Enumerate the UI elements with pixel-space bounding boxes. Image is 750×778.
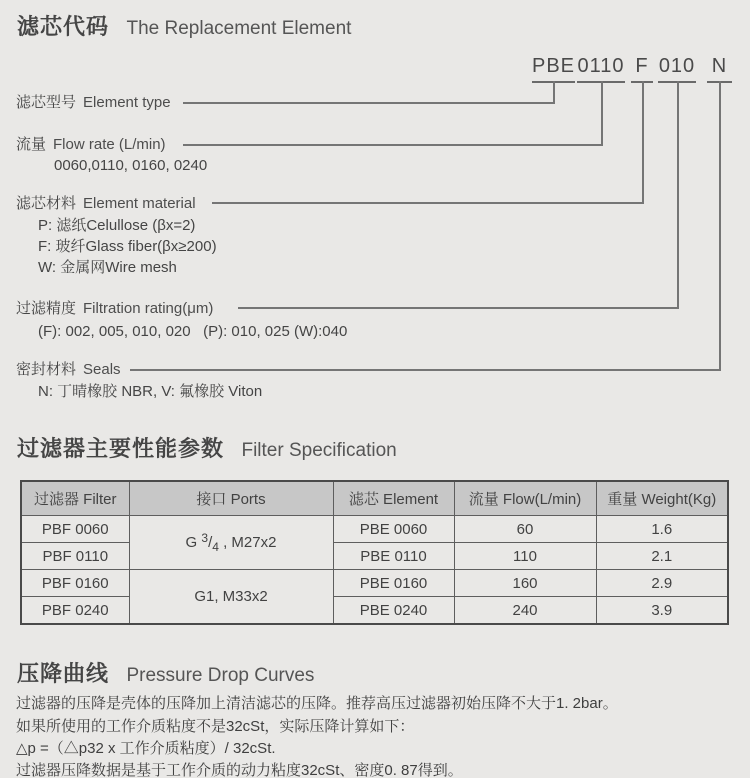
weight-cell: 1.6 bbox=[596, 516, 728, 543]
label-flow-rate-en: Flow rate (L/min) bbox=[53, 136, 166, 153]
connector-line-model bbox=[553, 81, 555, 104]
element-cell: PBE 0160 bbox=[333, 570, 454, 597]
filtration-rating-values: (F): 002, 005, 010, 020 (P): 010, 025 (W):040 bbox=[38, 323, 348, 340]
ports-g34-post: , M27x2 bbox=[218, 534, 277, 551]
code-segment-material: F bbox=[631, 55, 653, 83]
element-cell: PBE 0110 bbox=[333, 543, 454, 570]
element-cell: PBE 0240 bbox=[333, 597, 454, 625]
flow-cell: 60 bbox=[454, 516, 596, 543]
ports-cell-g34 bbox=[129, 516, 333, 570]
flow-cell: 160 bbox=[454, 570, 596, 597]
label-filtration-rating-zh: 过滤精度 bbox=[16, 300, 77, 317]
leader-line-model bbox=[183, 102, 555, 104]
filter-spec-table bbox=[20, 480, 729, 625]
leader-line-rating bbox=[238, 307, 679, 309]
ports-g34-sup: 3 bbox=[201, 531, 209, 545]
connector-line-seal bbox=[719, 81, 721, 371]
weight-cell: 2.1 bbox=[596, 543, 728, 570]
label-filtration-rating bbox=[16, 300, 218, 318]
pressure-note-line-4: 过滤器压降数据是基于工作介质的动力粘度32cSt、密度0. 87得到。 bbox=[16, 762, 463, 778]
heading-en: The Replacement Element bbox=[126, 18, 352, 39]
filter-model-cell: PBF 0060 bbox=[21, 516, 129, 543]
connector-line-flow bbox=[601, 81, 603, 146]
pressure-drop-heading bbox=[17, 657, 314, 688]
leader-line-material bbox=[212, 202, 644, 204]
table-row bbox=[21, 570, 728, 597]
label-element-type bbox=[16, 94, 176, 112]
table-header-row bbox=[21, 481, 728, 516]
ports-cell-g1: G1, M33x2 bbox=[129, 570, 333, 625]
table-row bbox=[21, 516, 728, 543]
pressure-note-line-2: 如果所使用的工作介质粘度不是32cSt，实际压降计算如下： bbox=[16, 718, 415, 735]
flow-cell: 110 bbox=[454, 543, 596, 570]
ports-g34-slash: / bbox=[208, 534, 213, 551]
leader-line-flow bbox=[183, 144, 603, 146]
replacement-element-heading bbox=[17, 10, 351, 41]
seals-values: N: 丁晴橡胶 NBR, V: 氟橡胶 Viton bbox=[38, 383, 263, 400]
col-header-filter: 过滤器 Filter bbox=[21, 481, 129, 516]
weight-cell: 2.9 bbox=[596, 570, 728, 597]
material-option-p: P: 滤纸Celullose (βx=2) bbox=[38, 217, 196, 234]
heading-zh: 压降曲线 bbox=[17, 661, 110, 686]
label-seals-en: Seals bbox=[83, 361, 121, 378]
code-segment-flow: 0110 bbox=[577, 55, 625, 83]
heading-zh: 过滤器主要性能参数 bbox=[17, 436, 225, 461]
label-flow-rate bbox=[16, 136, 171, 154]
label-element-type-en: Element type bbox=[83, 94, 171, 111]
material-option-w: W: 金属网Wire mesh bbox=[38, 259, 177, 276]
label-flow-rate-zh: 流量 bbox=[16, 136, 47, 153]
code-segment-seal: N bbox=[707, 55, 732, 83]
flow-rate-values: 0060,0110, 0160, 0240 bbox=[54, 157, 208, 174]
filter-model-cell: PBF 0240 bbox=[21, 597, 129, 625]
table-row bbox=[21, 543, 728, 570]
table-row bbox=[21, 597, 728, 625]
label-filtration-rating-en: Filtration rating(μm) bbox=[83, 300, 214, 317]
label-element-material-en: Element material bbox=[83, 195, 196, 212]
label-seals-zh: 密封材料 bbox=[16, 361, 77, 378]
label-element-material-zh: 滤芯材料 bbox=[16, 195, 77, 212]
connector-line-material bbox=[642, 81, 644, 204]
pressure-note-formula: △p =（△p32 x 工作介质粘度）/ 32cSt. bbox=[16, 740, 276, 757]
code-segment-rating: 010 bbox=[658, 55, 696, 83]
heading-zh: 滤芯代码 bbox=[17, 14, 110, 39]
code-segment-model: PBE bbox=[532, 55, 575, 83]
filter-model-cell: PBF 0160 bbox=[21, 570, 129, 597]
connector-line-rating bbox=[677, 81, 679, 309]
material-option-f: F: 玻纤Glass fiber(βx≥200) bbox=[38, 238, 217, 255]
leader-line-seal bbox=[130, 369, 721, 371]
pressure-note-line-1: 过滤器的压降是壳体的压降加上清洁滤芯的压降。推荐高压过滤器初始压降不大于1. 2bar。 bbox=[16, 695, 618, 712]
ports-g34-pre: G bbox=[185, 534, 202, 551]
heading-en: Filter Specification bbox=[241, 440, 397, 461]
label-seals bbox=[16, 361, 126, 379]
col-header-weight: 重量 Weight(Kg) bbox=[596, 481, 728, 516]
filter-specification-heading bbox=[17, 432, 397, 463]
weight-cell: 3.9 bbox=[596, 597, 728, 625]
ports-g34-sub: 4 bbox=[212, 540, 219, 554]
flow-cell: 240 bbox=[454, 597, 596, 625]
element-cell: PBE 0060 bbox=[333, 516, 454, 543]
heading-en: Pressure Drop Curves bbox=[126, 665, 315, 686]
filter-model-cell: PBF 0110 bbox=[21, 543, 129, 570]
col-header-element: 滤芯 Element bbox=[333, 481, 454, 516]
label-element-type-zh: 滤芯型号 bbox=[16, 94, 77, 111]
col-header-flow: 流量 Flow(L/min) bbox=[454, 481, 596, 516]
col-header-ports: 接口 Ports bbox=[129, 481, 333, 516]
label-element-material bbox=[16, 195, 201, 213]
